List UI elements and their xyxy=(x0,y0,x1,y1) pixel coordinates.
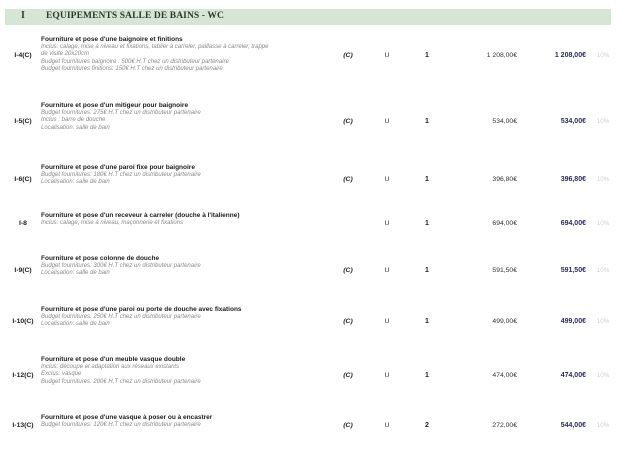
item-title: Fourniture et pose d'un mitigeur pour baignoire xyxy=(41,102,189,109)
item-quantity: 1 xyxy=(425,118,429,125)
item-vat-rate: 10% xyxy=(596,318,610,325)
item-unit-price: 591,50€ xyxy=(492,267,517,274)
item-detail-line: de visite 20x20cm xyxy=(41,51,90,58)
item-quantity: 1 xyxy=(425,176,429,183)
item-detail-line: Localisation: salle de bain xyxy=(41,179,110,186)
item-vat-rate: 10% xyxy=(596,176,610,183)
client-supplied-flag: (C) xyxy=(343,267,353,274)
item-quantity: 2 xyxy=(425,422,429,429)
item-unit: U xyxy=(384,176,390,183)
item-vat-rate: 10% xyxy=(596,372,610,379)
client-supplied-flag: (C) xyxy=(343,52,353,59)
item-description xyxy=(41,36,331,73)
item-total: 591,50€ xyxy=(560,267,586,274)
item-unit-price: 499,00€ xyxy=(492,318,517,325)
item-total: 694,00€ xyxy=(560,220,586,227)
client-supplied-flag: (C) xyxy=(343,118,353,125)
item-unit: U xyxy=(384,52,390,59)
item-reference: I-10(C) xyxy=(12,318,34,325)
item-detail-line: Budget fournitures: 275€ H.T chez un distributeur partenaire xyxy=(41,110,201,116)
item-title: Fourniture et pose d'une vasque à poser ou à encastrer xyxy=(41,414,213,421)
item-description xyxy=(41,306,331,329)
item-title: Fourniture et pose d'une baignoire et finitions xyxy=(41,36,183,43)
item-unit: U xyxy=(384,422,390,429)
item-detail-line: Budget fournitures baignoire : 500€ H.T chez un distributeur partenaire xyxy=(41,58,229,65)
item-total: 544,00€ xyxy=(560,422,586,429)
item-detail-line: Budget fournitures: 200€ H.T chez un distributeur partenaire xyxy=(41,378,201,385)
quote-row xyxy=(0,36,617,96)
client-supplied-flag: (C) xyxy=(343,372,353,379)
item-unit: U xyxy=(384,220,390,227)
item-reference: I-8 xyxy=(19,220,27,227)
quote-row xyxy=(0,102,617,162)
item-quantity: 1 xyxy=(425,267,429,274)
client-supplied-flag: (C) xyxy=(343,318,353,325)
item-unit: U xyxy=(384,372,390,379)
item-reference: I-6(C) xyxy=(14,176,32,183)
item-quantity: 1 xyxy=(425,52,429,59)
item-quantity: 1 xyxy=(425,318,429,325)
item-unit-price: 474,00€ xyxy=(492,372,517,379)
item-vat-rate: 10% xyxy=(596,220,610,227)
item-description xyxy=(41,414,331,429)
item-quantity: 1 xyxy=(425,372,429,379)
quote-row xyxy=(0,356,617,416)
item-detail-line: Budget fournitures finitions: 150€ H.T chez un distributeur partenaire xyxy=(41,65,223,72)
item-detail-line: Inclus: calage, mise à niveau, maçonnerie et fixations xyxy=(41,220,184,226)
item-unit: U xyxy=(384,118,390,125)
item-detail-line: Localisation: salle de bain xyxy=(41,124,110,131)
item-detail-line: Inclus: calage, mise à niveau et fixations, tablier à carreler, paillasse à carreler, trappe xyxy=(41,44,269,50)
item-total: 534,00€ xyxy=(560,118,586,125)
item-vat-rate: 10% xyxy=(596,422,610,429)
item-detail-line: Inclus : barre de douche xyxy=(41,117,106,124)
item-description xyxy=(41,102,331,132)
item-unit: U xyxy=(384,318,390,325)
item-total: 474,00€ xyxy=(560,372,586,379)
item-quantity: 1 xyxy=(425,220,429,227)
item-detail-line: Budget fournitures: 180€ H.T chez un distributeur partenaire xyxy=(41,172,201,178)
item-description xyxy=(41,255,331,278)
item-description xyxy=(41,356,331,386)
item-detail-line: Budget fournitures: 250€ H.T chez un distributeur partenaire xyxy=(41,314,201,320)
section-number: I xyxy=(21,10,25,21)
item-detail-line: Localisation: salle de bain xyxy=(41,321,110,328)
item-total: 396,80€ xyxy=(560,176,586,183)
item-reference: I-13(C) xyxy=(12,422,34,429)
item-total: 1 208,00€ xyxy=(554,52,586,59)
item-title: Fourniture et pose d'une paroi ou porte de douche avec fixations xyxy=(41,306,242,313)
item-reference: I-12(C) xyxy=(12,372,34,379)
section-title: EQUIPEMENTS SALLE DE BAINS - WC xyxy=(46,11,224,21)
item-detail-line: Inclus: découpe et adaptation aux réseaux existants xyxy=(41,364,180,370)
item-title: Fourniture et pose d'un receveur à carreler (douche à l'italienne) xyxy=(41,212,240,219)
item-description xyxy=(41,164,331,187)
item-reference: I-5(C) xyxy=(14,118,32,125)
client-supplied-flag: (C) xyxy=(343,176,353,183)
item-vat-rate: 10% xyxy=(596,52,610,59)
item-unit-price: 396,80€ xyxy=(492,176,517,183)
item-title: Fourniture et pose colonne de douche xyxy=(41,255,160,262)
item-title: Fourniture et pose d'un meuble vasque double xyxy=(41,356,186,363)
item-detail-line: Budget fournitures: 300€ H.T chez un distributeur partenaire xyxy=(41,263,201,269)
client-supplied-flag: (C) xyxy=(343,422,353,429)
item-unit-price: 694,00€ xyxy=(492,220,517,227)
item-unit-price: 272,00€ xyxy=(492,422,517,429)
item-total: 499,00€ xyxy=(560,318,586,325)
item-title: Fourniture et pose d'une paroi fixe pour baignoire xyxy=(41,164,195,171)
quote-row xyxy=(0,414,617,474)
item-unit: U xyxy=(384,267,390,274)
section-header xyxy=(5,9,611,25)
item-unit-price: 534,00€ xyxy=(492,118,517,125)
item-vat-rate: 10% xyxy=(596,267,610,274)
item-vat-rate: 10% xyxy=(596,118,610,125)
item-unit-price: 1 208,00€ xyxy=(486,52,517,59)
item-detail-line: Localisation: salle de bain xyxy=(41,270,110,277)
item-detail-line: Budget fournitures: 120€ H.T chez un distributeur partenaire xyxy=(41,422,201,428)
item-reference: I-4(C) xyxy=(14,52,32,59)
item-description xyxy=(41,212,331,227)
item-reference: I-9(C) xyxy=(14,267,32,274)
item-detail-line: Exclus: vasque xyxy=(41,371,82,378)
